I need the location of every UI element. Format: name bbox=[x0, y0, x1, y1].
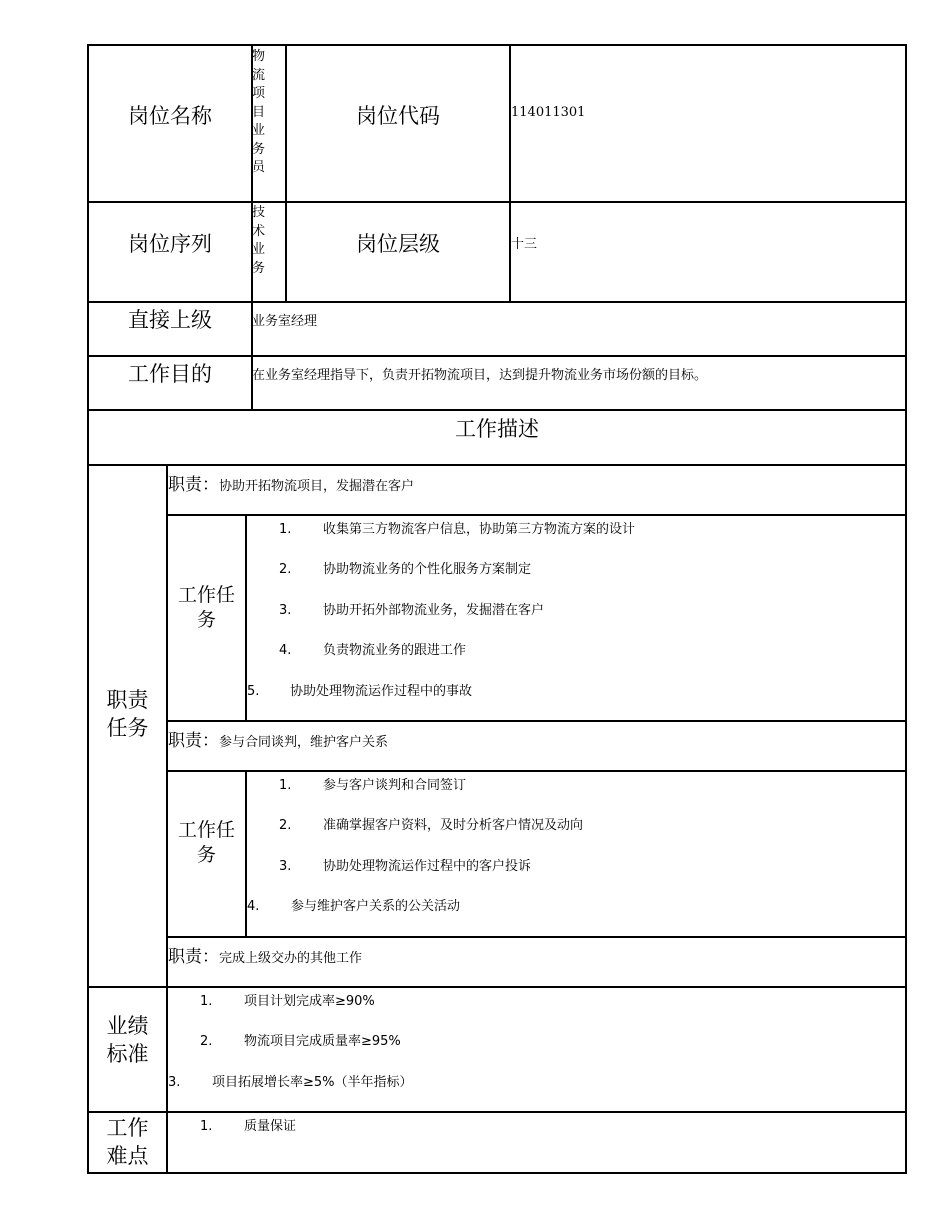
task-item: 4. 负责物流业务的跟进工作 bbox=[279, 643, 467, 658]
task-label bbox=[168, 818, 245, 868]
row-divider bbox=[87, 1111, 907, 1113]
task-label-line1: 工作任 bbox=[177, 819, 235, 841]
task-label bbox=[168, 583, 245, 633]
duties-label bbox=[89, 686, 166, 742]
difficulty-label bbox=[89, 1114, 166, 1170]
task-label-line2: 务 bbox=[196, 609, 216, 631]
duties-label-line1: 职责 bbox=[106, 688, 149, 712]
task-item: 3. 协助处理物流运作过程中的客户投诉 bbox=[279, 859, 532, 874]
position-level-value: 十三 bbox=[511, 237, 538, 252]
table-border-left bbox=[87, 44, 89, 1174]
position-level-label: 岗位层级 bbox=[356, 232, 440, 256]
row-divider bbox=[87, 986, 907, 988]
performance-label-line2: 标准 bbox=[106, 1042, 149, 1066]
description-title: 工作描述 bbox=[455, 417, 539, 441]
purpose-value: 在业务室经理指导下，负责开拓物流项目，达到提升物流业务市场份额的目标。 bbox=[252, 368, 708, 383]
row-divider bbox=[166, 770, 907, 772]
position-code-value: 114011301 bbox=[511, 105, 586, 120]
position-code-label: 岗位代码 bbox=[356, 104, 440, 128]
row-divider bbox=[87, 301, 907, 303]
row-divider bbox=[166, 720, 907, 722]
performance-item: 1. 项目计划完成率≥90% bbox=[200, 994, 375, 1009]
superior-value: 业务室经理 bbox=[252, 314, 318, 329]
duty-title-text: 协助开拓物流项目，发掘潜在客户 bbox=[219, 479, 415, 494]
performance-item: 2. 物流项目完成质量率≥95% bbox=[200, 1034, 401, 1049]
table-border-right bbox=[905, 44, 907, 1174]
row-divider bbox=[87, 201, 907, 203]
performance-label-line1: 业绩 bbox=[106, 1014, 149, 1038]
row-divider bbox=[87, 464, 907, 466]
duty-title-text: 参与合同谈判，维护客户关系 bbox=[219, 735, 389, 750]
purpose-label: 工作目的 bbox=[128, 362, 212, 386]
task-item: 1. 收集第三方物流客户信息，协助第三方物流方案的设计 bbox=[279, 522, 636, 537]
duty-1-title bbox=[168, 470, 414, 495]
table-border-top bbox=[87, 44, 907, 46]
row-divider bbox=[166, 514, 907, 516]
duty-3-title bbox=[168, 942, 362, 967]
task-item: 1. 参与客户谈判和合同签订 bbox=[279, 778, 467, 793]
difficulty-item: 1. 质量保证 bbox=[200, 1119, 297, 1134]
position-name-label: 岗位名称 bbox=[128, 104, 212, 128]
duty-prefix: 职责： bbox=[168, 475, 219, 495]
task-item: 4. 参与维护客户关系的公关活动 bbox=[247, 899, 461, 914]
row-divider bbox=[87, 409, 907, 411]
task-label-line1: 工作任 bbox=[177, 584, 235, 606]
superior-label: 直接上级 bbox=[128, 308, 212, 332]
task-item: 2. 准确掌握客户资料，及时分析客户情况及动向 bbox=[279, 818, 584, 833]
duty-title-text: 完成上级交办的其他工作 bbox=[219, 951, 363, 966]
duty-2-title bbox=[168, 726, 388, 751]
task-item: 2. 协助物流业务的个性化服务方案制定 bbox=[279, 562, 532, 577]
col-divider bbox=[509, 44, 511, 303]
task-item: 5. 协助处理物流运作过程中的事故 bbox=[247, 684, 473, 699]
row-divider bbox=[166, 936, 907, 938]
difficulty-label-line2: 难点 bbox=[106, 1144, 149, 1168]
position-sequence-label: 岗位序列 bbox=[128, 232, 212, 256]
performance-label bbox=[89, 1012, 166, 1068]
duty-prefix: 职责： bbox=[168, 947, 219, 967]
col-divider bbox=[285, 44, 287, 303]
table-border-bottom bbox=[87, 1172, 907, 1174]
performance-item: 3. 项目拓展增长率≥5%（半年指标） bbox=[168, 1075, 413, 1090]
position-sequence-value: 技术业务 bbox=[252, 205, 266, 276]
difficulty-label-line1: 工作 bbox=[106, 1116, 149, 1140]
duties-label-line2: 任务 bbox=[106, 716, 149, 740]
position-name-value: 物流项目业务员 bbox=[252, 49, 266, 175]
duty-prefix: 职责： bbox=[168, 731, 219, 751]
task-label-line2: 务 bbox=[196, 844, 216, 866]
task-item: 3. 协助开拓外部物流业务，发掘潜在客户 bbox=[279, 603, 545, 618]
row-divider bbox=[87, 355, 907, 357]
